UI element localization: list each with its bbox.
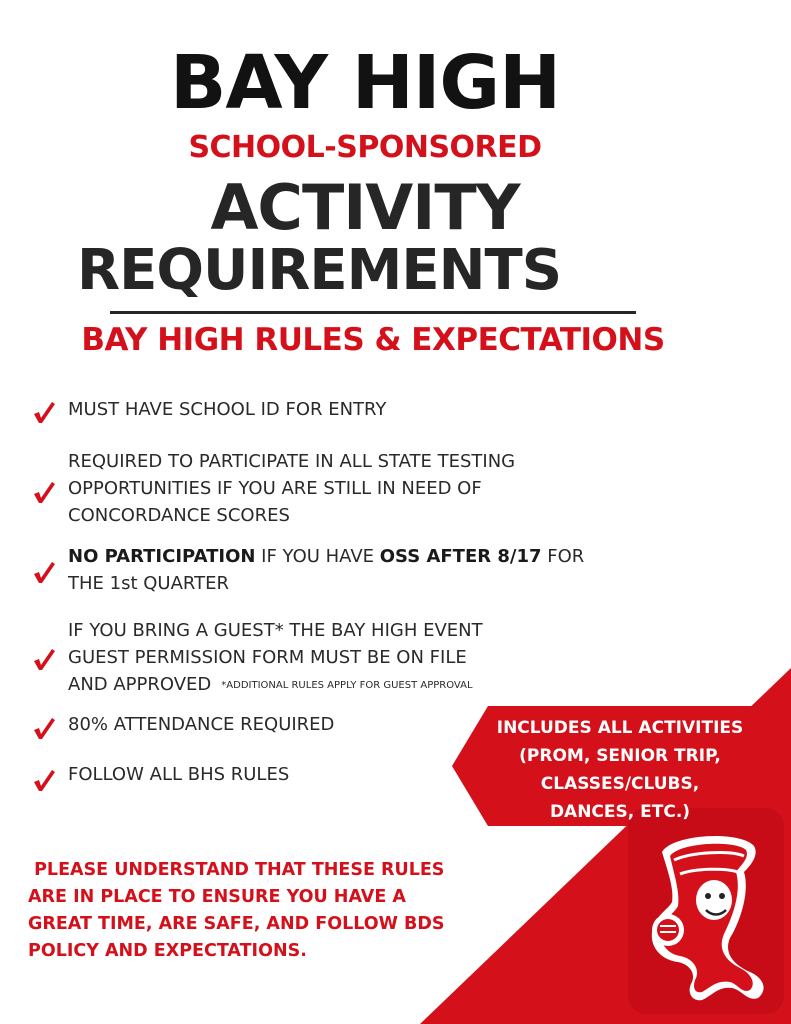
checkmark-icon <box>32 400 56 424</box>
checkmark-icon <box>32 768 56 792</box>
checkmark-icon <box>32 716 56 740</box>
requirement-line: GUEST PERMISSION FORM MUST BE ON FILE <box>68 647 467 668</box>
requirement-text: IF YOU HAVE <box>255 546 380 567</box>
checkmark-icon <box>32 560 56 584</box>
requirement-text: AND APPROVED <box>68 674 212 695</box>
activities-callout <box>470 714 770 826</box>
callout-line: INCLUDES ALL ACTIVITIES <box>496 718 744 738</box>
requirement-line: MUST HAVE SCHOOL ID FOR ENTRY <box>68 399 387 420</box>
emphasis-no-participation: NO PARTICIPATION <box>68 546 256 567</box>
title-requirements: REQUIREMENTS <box>77 238 562 303</box>
callout-line: (PROM, SENIOR TRIP, <box>519 746 721 766</box>
emphasis-oss-date: OSS AFTER 8/17 <box>379 546 542 567</box>
statement-line: ARE IN PLACE TO ENSURE YOU HAVE A <box>28 887 406 907</box>
callout-line: CLASSES/CLUBS, <box>540 774 700 794</box>
statement-line: GREAT TIME, ARE SAFE, AND FOLLOW BDS <box>28 914 445 934</box>
checkmark-icon <box>32 480 56 504</box>
requirement-line: CONCORDANCE SCORES <box>68 505 290 526</box>
statement-line: POLICY AND EXPECTATIONS. <box>28 941 307 961</box>
page-subtitle: SCHOOL-SPONSORED <box>188 130 542 165</box>
requirement-line: THE 1st QUARTER <box>68 573 229 594</box>
statement-line: PLEASE UNDERSTAND THAT THESE RULES <box>28 860 445 880</box>
closing-statement <box>28 857 498 965</box>
requirement-line: OPPORTUNITIES IF YOU ARE STILL IN NEED OF <box>68 478 482 499</box>
requirement-text: FOR <box>541 546 585 567</box>
requirement-line: FOLLOW ALL BHS RULES <box>68 764 290 785</box>
tornado-mascot-icon <box>632 812 780 1008</box>
callout-line: DANCES, ETC.) <box>549 802 691 822</box>
section-heading: BAY HIGH RULES & EXPECTATIONS <box>81 322 665 358</box>
requirement-line: IF YOU BRING A GUEST* THE BAY HIGH EVENT <box>68 620 483 641</box>
requirement-line <box>68 671 648 699</box>
checkmark-icon <box>32 647 56 671</box>
title-activity: ACTIVITY <box>210 171 520 244</box>
guest-approval-note: *ADDITIONAL RULES APPLY FOR GUEST APPROVAL <box>221 680 473 691</box>
page-title: BAY HIGH <box>169 40 561 126</box>
requirement-line <box>68 543 648 570</box>
requirement-line: 80% ATTENDANCE REQUIRED <box>68 714 335 735</box>
requirement-line: REQUIRED TO PARTICIPATE IN ALL STATE TESTING <box>68 451 516 472</box>
title-underline <box>110 311 636 314</box>
